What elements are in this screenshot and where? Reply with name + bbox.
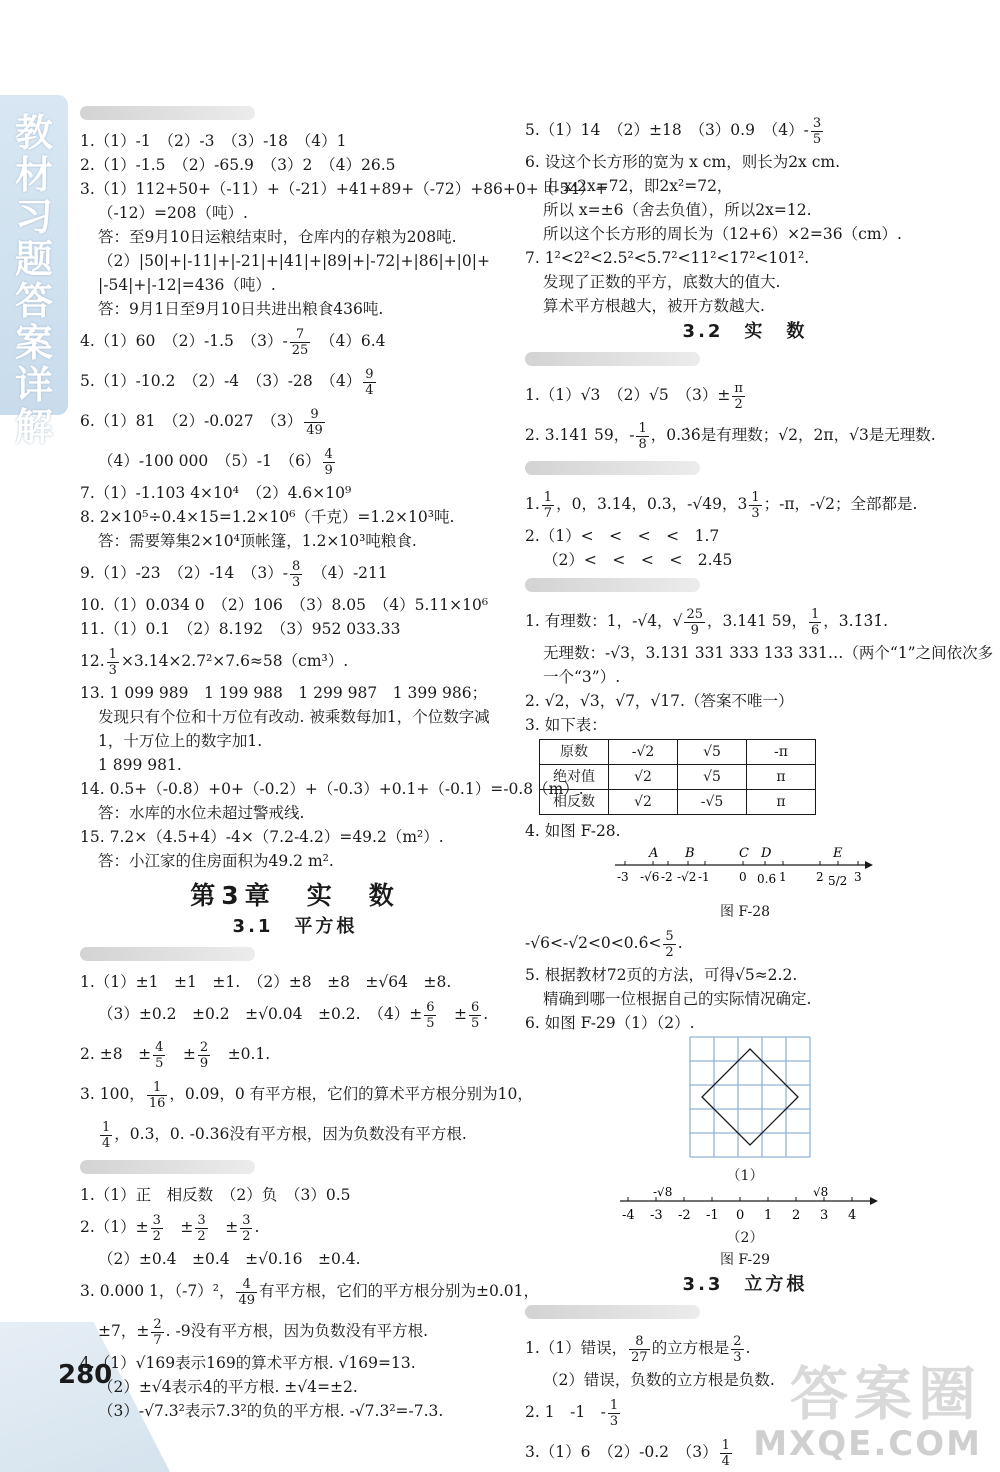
table-cell: 原数 [540, 740, 609, 765]
point-label: B [685, 846, 695, 861]
answer-line: 6. 如图 F-29（1）（2）. [525, 1014, 695, 1032]
table-cell: √2 [609, 765, 678, 790]
answer-line: 发现了正数的平方，底数大的值大. [543, 273, 781, 291]
tick-label: -2 [678, 1208, 691, 1223]
point-letters [648, 846, 843, 861]
tick-label: 4 [848, 1208, 857, 1223]
tick-label: -4 [622, 1208, 635, 1223]
fraction: $\frac{2}{7}$ [153, 1316, 162, 1348]
answer-line: 4. 如图 F-28. [525, 822, 621, 840]
answer-line: 2. ±8 ± $\frac{4}{5}$ ± $\frac{2}{9}$ ±0.1. [80, 1039, 271, 1071]
fraction: $\frac{2}{9}$ [199, 1039, 209, 1071]
answer-line: 15. 7.2×（4.5+4）-4×（7.2-4.2）=49.2（m²）. [80, 828, 444, 846]
answer-line: ±7，± $\frac{2}{7}$ . -9没有平方根，因为负数没有平方根. [98, 1316, 429, 1348]
fraction: $\frac{1}{7}$ [543, 489, 553, 521]
fraction: $\frac{6}{5}$ [426, 999, 435, 1031]
fraction: $\frac{3}{2}$ [152, 1212, 161, 1244]
answer-line: |-54|+|-12|=436（吨）. [98, 276, 276, 294]
square-shape [702, 1049, 798, 1145]
answer-line: （3）±0.2 ±0.2 ±√0.04 ±0.2. （4）± $\frac{6}{5}$ ± $\frac{6}{5}$ . [98, 999, 489, 1031]
section-label-bar [80, 1160, 255, 1174]
fraction: $\frac{4}{49}$ [238, 1276, 255, 1308]
answer-line: 3. 0.000 1，（-7）²， $\frac{4}{49}$ 有平方根，它们的平方根分别为±0.01， [80, 1276, 540, 1308]
answer-line: 2. √2，√3，√7，√17.（答案不唯一） [525, 692, 794, 710]
figure-caption: 图 F-28 [719, 904, 771, 920]
answer-line: 一个“3”）. [543, 668, 621, 686]
fraction: $\frac{9}{49}$ [306, 406, 323, 438]
section-title: 3.1 平方根 [232, 916, 358, 937]
tick-label: 0 [736, 1208, 745, 1223]
tick-label: 2 [792, 1208, 801, 1223]
fraction: $\frac{7}{25}$ [291, 326, 309, 358]
answer-line: 7.（1）-1.103 4×10⁴ （2）4.6×10⁹ [80, 484, 352, 502]
number-line-f28 [525, 843, 965, 901]
answer-line: 发现只有个位和十万位有改动. 被乘数每加1，个位数字减 [98, 708, 490, 726]
answer-line: （2）错误，负数的立方根是负数. [543, 1371, 775, 1389]
answer-line: 答：9月1日至9月10日共进出粮食436吨. [98, 300, 384, 318]
point-label: √8 [813, 1187, 829, 1199]
answer-line: 所以这个长方形的周长为（12+6）×2=36（cm）. [543, 225, 902, 243]
answer-line: 1，十万位上的数字加1. [98, 732, 263, 750]
answer-line: 1 899 981. [98, 756, 182, 774]
tick-label: -3 [617, 870, 629, 884]
answer-line: 1.（1）正 相反数 （2）负 （3）0.5 [80, 1186, 351, 1204]
answer-line: 所以 x=±6（舍去负值），所以2x=12. [543, 201, 812, 219]
table-cell: π [747, 765, 816, 790]
table-cell: -π [747, 740, 816, 765]
table-row [540, 790, 816, 815]
answer-line: 14. 0.5+（-0.8）+0+（-0.2）+（-0.3）+0.1+（-0.1）=-0.8（m）. [80, 780, 584, 798]
chapter-title: 第3章 实 数 [190, 881, 400, 910]
figure-caption: 图 F-29 [719, 1252, 771, 1268]
answer-line: （2）< < < < 2.45 [543, 551, 733, 569]
answer-line: （2）±0.4 ±0.4 ±√0.16 ±0.4. [98, 1250, 361, 1268]
tick-label: 3 [820, 1208, 829, 1223]
table-cell: √5 [678, 765, 747, 790]
section-title: 3.2 实 数 [682, 321, 808, 342]
figure-sub-caption: （2） [726, 1230, 764, 1246]
fraction: $\frac{25}{9}$ [686, 606, 703, 638]
values-table [539, 739, 816, 815]
grid-figure-f29-1 [525, 1035, 965, 1165]
fraction: $\frac{4}{5}$ [155, 1039, 164, 1071]
tick-label: 0 [739, 870, 747, 884]
tick-labels [622, 1208, 856, 1223]
answer-line: 1. $\frac{1}{7}$ ，0，3.14，0.3，-√49，3 $\frac{1}{3}$ ；-π，-√2；全部都是. [525, 489, 918, 521]
fraction: $\frac{1}{3}$ [751, 489, 760, 521]
watermark-url: MXQE.COM [753, 1424, 982, 1464]
tick-label: -√6 [640, 870, 660, 884]
answer-line: 12. $\frac{1}{3}$ ×3.14×2.7²×7.6≈58（cm³）. [80, 646, 349, 678]
answer-line: 5. 根据教材72页的方法，可得√5≈2.2. [525, 966, 798, 984]
tick-labels [617, 870, 862, 888]
answer-line: 2.（1）< < < < 1.7 [525, 527, 720, 545]
arrow-icon [870, 1197, 878, 1205]
section-label-bar [525, 1305, 700, 1319]
answer-line: 2.（1）-1.5 （2）-65.9 （3）2 （4）26.5 [80, 156, 396, 174]
fraction: $\frac{1}{3}$ [108, 646, 117, 678]
figure-sub-caption: （1） [726, 1168, 764, 1184]
fraction: $\frac{1}{16}$ [148, 1079, 166, 1111]
answer-line: 答：至9月10日运粮结束时，仓库内的存粮为208吨. [98, 228, 457, 246]
fraction: $\frac{\pi}{2}$ [734, 380, 743, 412]
fraction: $\frac{1}{4}$ [721, 1437, 730, 1469]
answer-line: 5.（1）14 （2）±18 （3）0.9 （4）- $\frac{3}{5}$ [525, 115, 822, 147]
fraction: $\frac{1}{6}$ [811, 606, 820, 638]
page-number: 280 [58, 1360, 113, 1390]
answer-line: 无理数：-√3，3.131 331 333 133 331…（两个“1”之间依次多 [543, 644, 994, 662]
section-label-bar [80, 947, 255, 961]
answer-line: 10.（1）0.034 0 （2）106 （3）8.05 （4）5.11×10⁶ [80, 596, 489, 614]
table-cell: √2 [609, 790, 678, 815]
answer-line: 13. 1 099 989 1 199 988 1 299 987 1 399 986； [80, 684, 488, 702]
answer-line: 3.（1）6 （2）-0.2 （3） $\frac{1}{4}$ [525, 1437, 730, 1469]
point-label: D [761, 846, 772, 861]
tick-label: -3 [650, 1208, 663, 1223]
answer-line: 1. 有理数：1，-√4，√ $\frac{25}{9}$ ，3.141 59， $\frac{1}{6}$ ，3.1̇3̇1̇. [525, 606, 889, 638]
watermark-logo: 答案圈 [789, 1360, 982, 1428]
answer-line: 9.（1）-23 （2）-14 （3）- $\frac{8}{3}$ （4）-211 [80, 558, 388, 590]
answer-line: 2.（1）± $\frac{3}{2}$ ± $\frac{3}{2}$ ± $\frac{3}{2}$ . [80, 1212, 260, 1244]
fraction: $\frac{1}{8}$ [638, 420, 647, 452]
answer-line: 6. 设这个长方形的宽为 x cm，则长为2x cm. [525, 153, 841, 171]
tick-label: 3 [854, 870, 862, 884]
sqrt-labels [653, 1187, 828, 1199]
fraction: $\frac{9}{4}$ [365, 366, 374, 398]
answer-line: 3. 如下表： [525, 716, 607, 734]
answer-line: （-12）=208（吨）. [98, 204, 248, 222]
point-label: C [739, 846, 749, 861]
fraction: $\frac{1}{4}$ [102, 1119, 111, 1151]
grid-lines [690, 1037, 810, 1157]
fraction: $\frac{4}{9}$ [324, 446, 333, 478]
answer-line: -√6<-√2<0<0.6̇< $\frac{5}{2}$ . [525, 928, 683, 960]
table-cell: 绝对值 [540, 765, 609, 790]
tick-label: 5/2 [828, 874, 848, 888]
answer-line: 3.（1）112+50+（-11）+（-21）+41+89+（-72）+86+0+（-54）+ [80, 180, 608, 198]
tick-label: -√2 [677, 870, 697, 884]
fraction: $\frac{1}{3}$ [609, 1397, 619, 1429]
right-column [525, 110, 994, 1472]
answer-line: 答：小江家的住房面积为49.2 m². [98, 852, 334, 870]
spine-title: 教 材 习 题 答 案 详 解 [14, 111, 53, 449]
answer-line: （3）-√7.3²表示7.3²的负的平方根. -√7.3²=-7.3. [98, 1402, 444, 1420]
answer-line: 答：需要筹集2×10⁴顶帐篷，1.2×10³吨粮食. [98, 532, 417, 550]
tick-label: -1 [698, 870, 710, 884]
answer-line: 算术平方根越大，被开方数越大. [543, 297, 765, 315]
answer-line: （2）|50|+|-11|+|-21|+|41|+|89|+|-72|+|86|+|0|+ [98, 252, 490, 270]
answer-line: （4）-100 000 （5）-1 （6） $\frac{4}{9}$ [98, 446, 333, 478]
fraction: $\frac{3}{2}$ [197, 1212, 206, 1244]
answer-line: （2）±√4表示4的平方根. ±√4=±2. [98, 1378, 358, 1396]
answer-line: 4.（1）60 （2）-1.5 （3）- $\frac{7}{25}$ （4）6.4 [80, 326, 386, 358]
point-label: E [833, 846, 843, 861]
point-label: -√8 [653, 1187, 673, 1199]
answer-line: 11.（1）0.1 （2）8.192 （3）952 033.33 [80, 620, 401, 638]
answer-line: 1.（1）错误， $\frac{8}{27}$ 的立方根是 $\frac{2}{3}$ . [525, 1333, 751, 1365]
fraction: $\frac{2}{3}$ [733, 1333, 742, 1365]
answer-line: 1.（1）-1 （2）-3 （3）-18 （4）1 [80, 132, 347, 150]
table-cell: √5 [678, 740, 747, 765]
arrow-icon [865, 861, 873, 869]
fraction: $\frac{3}{2}$ [242, 1212, 251, 1244]
number-line-f29-2 [525, 1187, 965, 1227]
fraction: $\frac{5}{2}$ [665, 928, 674, 960]
section-title: 3.3 立方根 [682, 1274, 808, 1295]
answer-line: 5.（1）-10.2 （2）-4 （3）-28 （4） $\frac{9}{4}$ [80, 366, 374, 398]
tick-label: 2 [816, 870, 824, 884]
tick-label: 0.6̇ [757, 872, 777, 886]
point-label: A [649, 846, 659, 861]
answer-line: 1.（1）±1 ±1 ±1. （2）±8 ±8 ±√64 ±8. [80, 973, 452, 991]
section-label-bar [525, 578, 700, 592]
table-cell: 相反数 [540, 790, 609, 815]
tick-label: -1 [706, 1208, 719, 1223]
answer-line: 答：水库的水位未超过警戒线. [98, 804, 305, 822]
answer-line: 2. 1 -1 - $\frac{1}{3}$ [525, 1397, 619, 1429]
tick-label: 1 [764, 1208, 773, 1223]
section-label-bar [525, 352, 700, 366]
fraction: $\frac{3}{5}$ [812, 115, 822, 147]
fraction: $\frac{8}{27}$ [631, 1333, 648, 1365]
table-cell: -√2 [609, 740, 678, 765]
section-label-bar [80, 106, 255, 120]
answer-line: 精确到哪一位根据自己的实际情况确定. [543, 990, 812, 1008]
fraction: $\frac{8}{3}$ [292, 558, 301, 590]
answer-line: 4.（1）√169表示169的算术平方根. √169=13. [80, 1354, 416, 1372]
table-row [540, 765, 816, 790]
answer-line: 2. 3.141 59，- $\frac{1}{8}$ ，0.3̇6̇是有理数；√2，2π，√3是无理数. [525, 420, 936, 452]
answer-line: 3. 100， $\frac{1}{16}$ ，0.09，0 有平方根，它们的算术平方根分别为10， [80, 1079, 533, 1111]
answer-line: 7. 1²<2²<2.5²<5.7²<11²<17²<101². [525, 249, 810, 267]
fraction: $\frac{6}{5}$ [470, 999, 480, 1031]
answer-line: 8. 2×10⁵÷0.4×15=1.2×10⁶（千克）=1.2×10³吨. [80, 508, 455, 526]
table-row [540, 740, 816, 765]
table-cell: π [747, 790, 816, 815]
table-cell: -√5 [678, 790, 747, 815]
answer-line: 由 x·2x=72，即2x²=72， [543, 177, 733, 195]
answer-line: 6.（1）81 （2）-0.027 （3） $\frac{9}{49}$ [80, 406, 323, 438]
section-label-bar [525, 461, 700, 475]
answer-line: $\frac{1}{4}$ ，0.3，0. -0.36没有平方根，因为负数没有平方根. [102, 1119, 467, 1151]
tick-label: 1 [779, 870, 787, 884]
answer-line: 1.（1）√3 （2）√5 （3）± $\frac{\pi}{2}$ [525, 380, 743, 412]
tick-label: -2 [661, 870, 673, 884]
